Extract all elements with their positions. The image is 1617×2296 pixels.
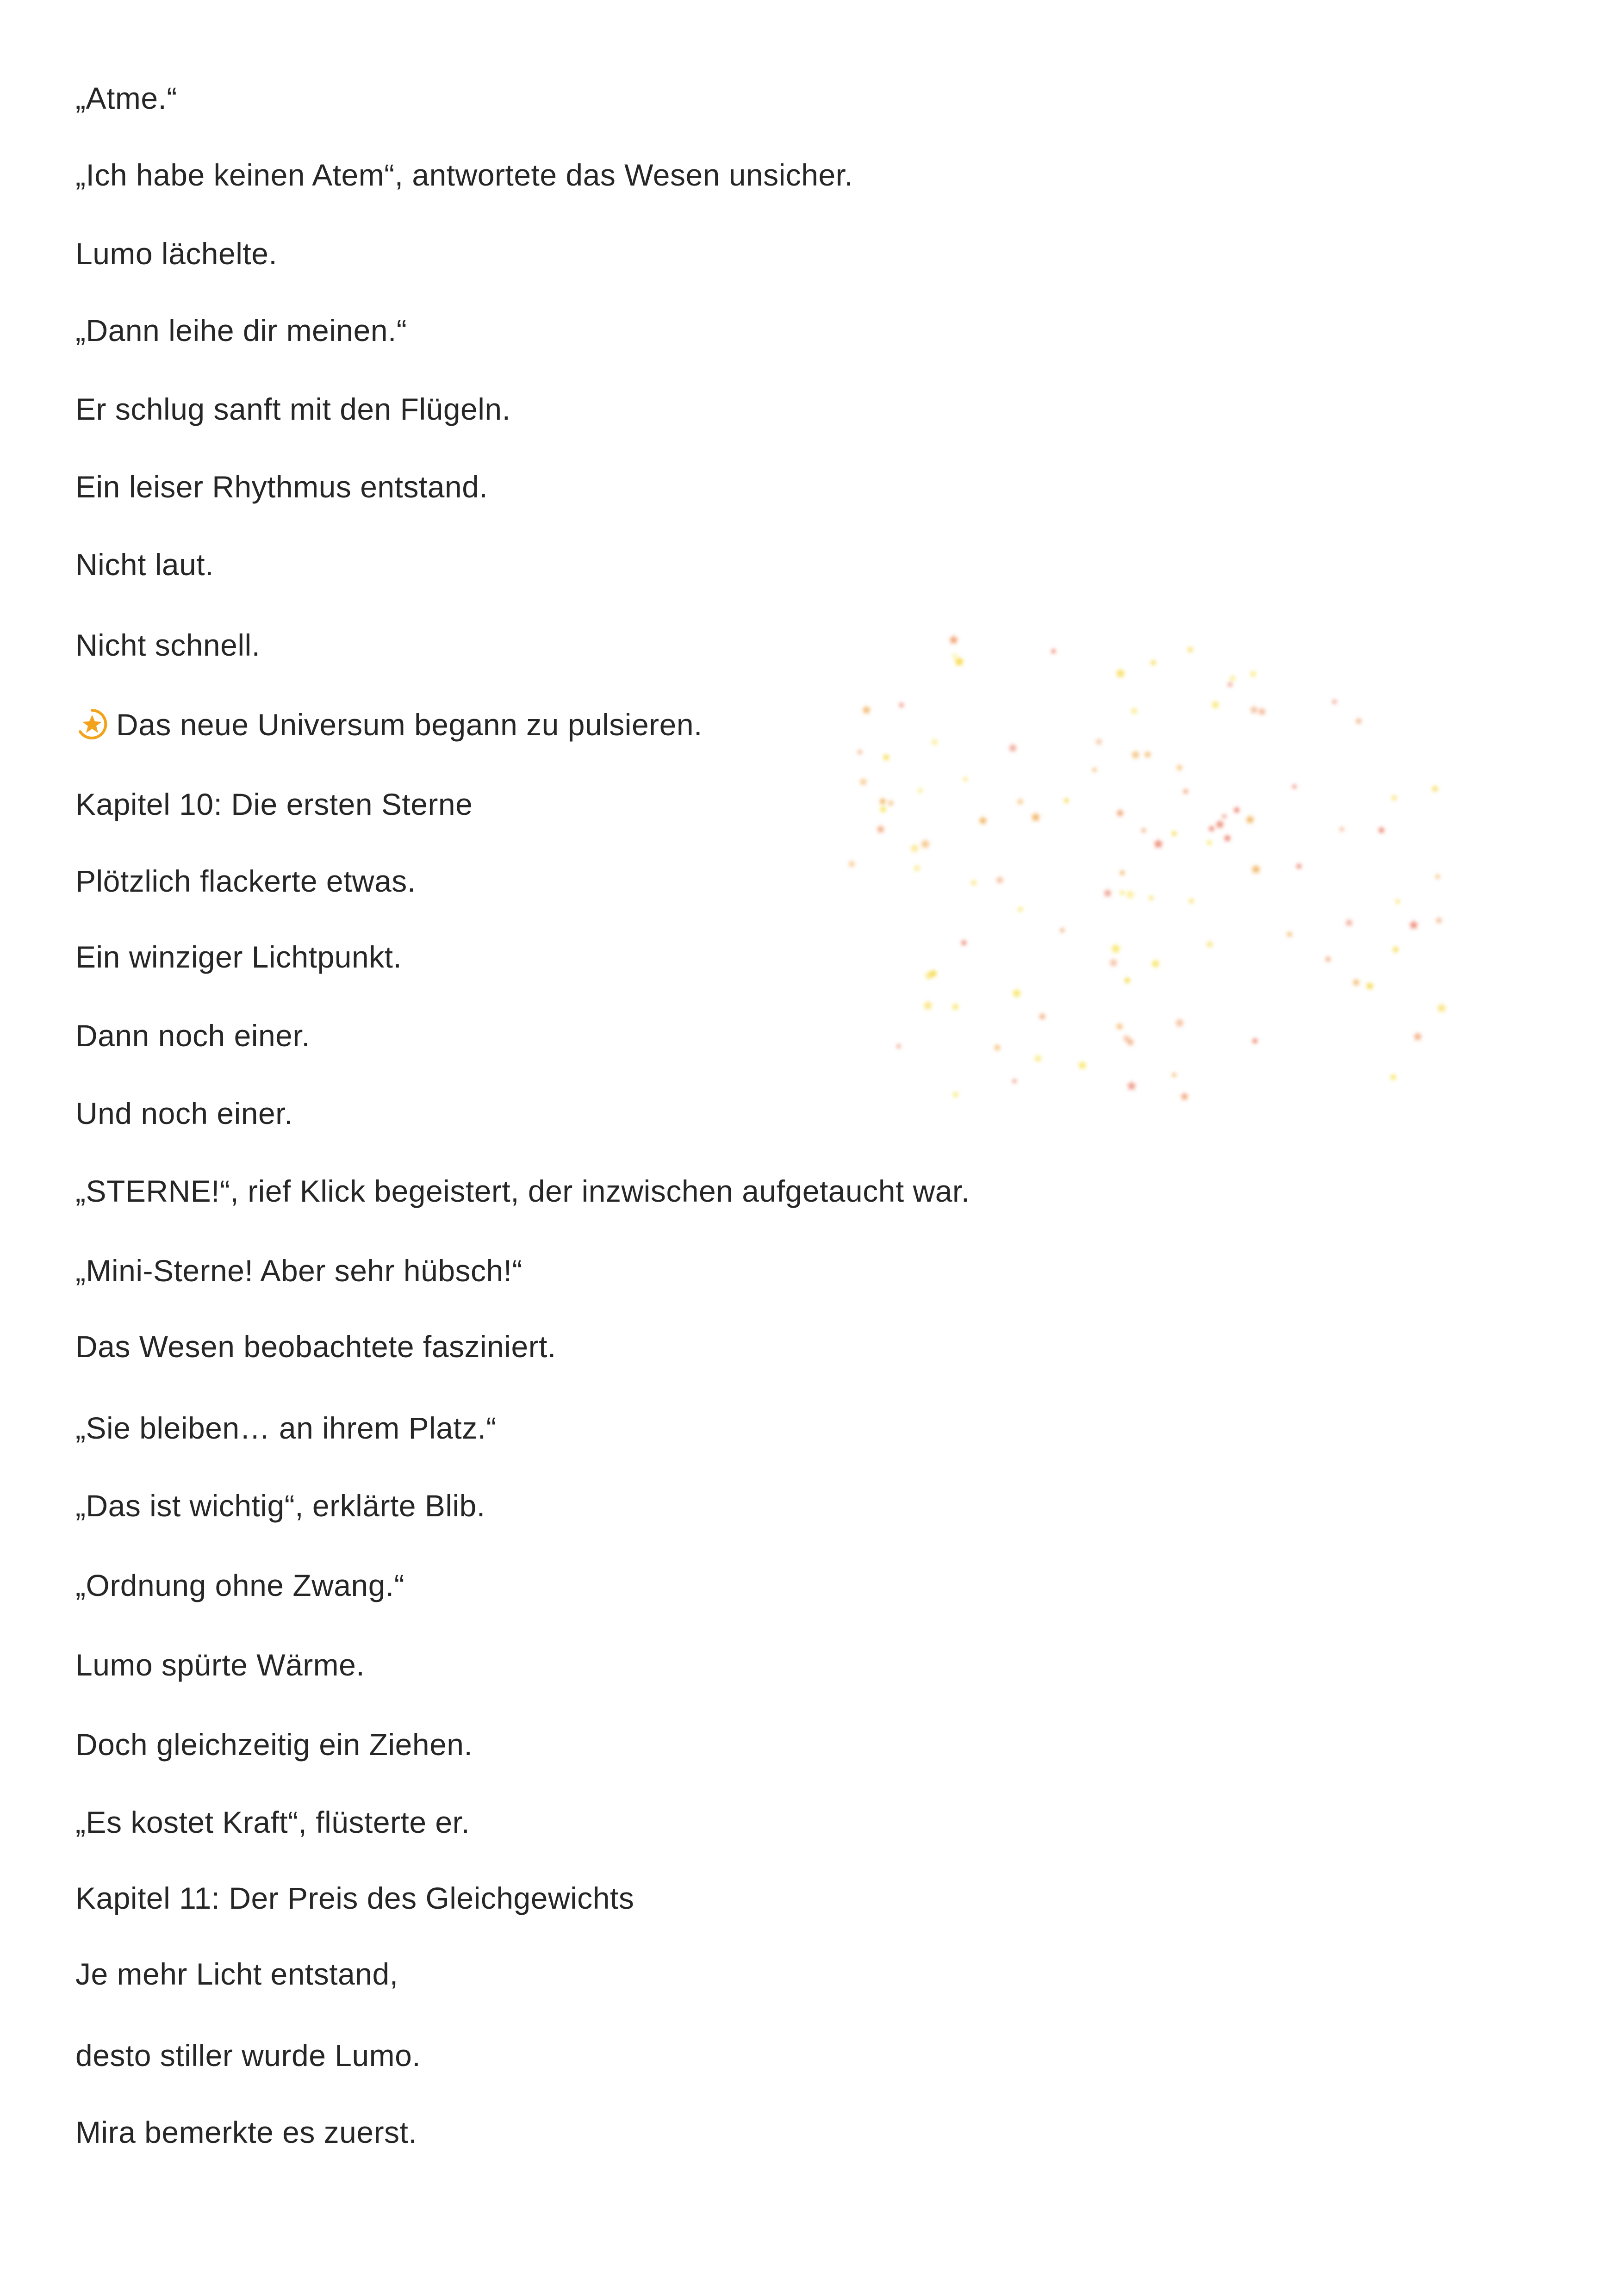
star-dot [952,652,958,659]
star-dot [1063,797,1070,804]
star-dot [995,875,1005,884]
star-dot [1291,783,1298,789]
star-dot [1251,1037,1259,1044]
star-dot [879,805,888,813]
star-dot [1436,1002,1447,1013]
star-dot [1206,839,1213,846]
star-dot [978,815,988,825]
star-dot [1116,808,1125,817]
star-dot [909,843,920,853]
star-dot [1435,873,1441,879]
star-dot [1131,750,1141,759]
star-dot [1059,927,1065,933]
star-dot [952,1090,960,1098]
star-dot [1119,869,1126,876]
paragraph: „Sie bleiben… an ihrem Platz.“ [75,1411,497,1445]
star-dot [1016,798,1024,805]
star-dot [1125,889,1136,900]
star-dot [1188,897,1195,904]
star-dot [1250,863,1262,874]
star-dot [913,864,921,872]
star-dot [1150,658,1157,666]
paragraph: Plötzlich flackerte etwas. [75,864,416,898]
star-dot [948,634,959,645]
star-dot [1038,1012,1047,1020]
paragraph-text: Das neue Universum begann zu pulsieren. [116,707,703,742]
star-field-illustration [842,629,1472,1111]
paragraph: „Ich habe keinen Atem“, antwortete das Wesen unsicher. [75,158,853,192]
paragraph: desto stiller wurde Lumo. [75,2038,421,2073]
paragraph: Ein leiser Rhythmus entstand. [75,470,488,504]
paragraph: „Atme.“ [75,81,177,115]
star-dot [930,738,939,746]
paragraph: Mira bemerkte es zuerst. [75,2115,417,2149]
star-dot [1257,707,1267,716]
star-dot [1413,1031,1423,1041]
star-dot [1123,976,1131,984]
star-dot [1249,705,1259,714]
star-dot [1091,767,1097,773]
star-dot [1233,806,1241,813]
paragraph-with-emoji [75,706,703,743]
star-dot [1352,978,1361,986]
paragraph: „STERNE!“, rief Klick begeistert, der inzwischen aufgetaucht war. [75,1174,970,1208]
star-dot [1077,1060,1088,1070]
paragraph: Das Wesen beobachtete fasziniert. [75,1329,556,1364]
star-dot [1344,918,1353,927]
star-dot [920,838,931,849]
star-dot [1182,788,1189,794]
star-dot [1227,681,1233,688]
paragraph: „Es kostet Kraft“, flüsterte er. [75,1805,470,1839]
star-dot [1103,888,1113,897]
star-dot [1126,1080,1137,1091]
star-dot [856,749,863,755]
star-dot [1175,1018,1185,1028]
star-dot [1377,826,1386,834]
paragraph: „Dann leihe dir meinen.“ [75,313,407,348]
star-dot [1153,838,1163,849]
star-dot [1017,906,1024,912]
star-dot [1389,1073,1398,1081]
star-dot [1211,700,1220,709]
star-dot [960,939,968,946]
paragraph: Und noch einer. [75,1096,293,1130]
star-dot [1171,830,1178,837]
star-dot [1394,898,1401,905]
star-dot [1110,943,1121,954]
star-dot [1151,958,1161,968]
paragraph: „Das ist wichtig“, erklärte Blib. [75,1489,485,1523]
star-dot [1171,1072,1177,1078]
star-dot [1187,645,1194,653]
star-dot [1391,794,1398,801]
paragraph: Ein winziger Lichtpunkt. [75,940,402,974]
star-dot [1229,674,1237,682]
paragraph: „Ordnung ohne Zwang.“ [75,1568,405,1602]
paragraph: Nicht laut. [75,547,214,582]
star-dot [1208,825,1216,832]
star-dot [917,787,924,794]
star-dot [1095,738,1103,745]
star-dot [1286,931,1293,938]
star-dot [847,859,856,868]
paragraph: Lumo lächelte. [75,236,278,271]
star-dot [1206,940,1214,948]
star-dot [1130,707,1138,715]
star-dot [1221,813,1227,819]
chapter-heading: Kapitel 10: Die ersten Sterne [75,787,473,821]
paragraph: Lumo spürte Wärme. [75,1648,365,1682]
star-dot [1355,717,1362,724]
star-dot [1249,670,1257,678]
paragraph: Nicht schnell. [75,628,261,662]
star-dot [882,753,890,761]
star-dot [1245,814,1255,824]
star-dot [1115,1022,1124,1030]
star-dot [1011,1078,1017,1084]
star-dot [951,1002,960,1011]
star-dot [1030,812,1041,822]
star-dot [1392,945,1399,953]
paragraph: Je mehr Licht entstand, [75,1957,398,1991]
star-dot [1119,889,1126,895]
star-dot [1365,981,1374,990]
dizzy-star-icon [75,707,109,741]
star-dot [1008,743,1018,752]
star-dot [1108,957,1119,967]
star-dot [1011,988,1022,998]
star-dot [1435,916,1443,924]
paragraph: „Mini-Sterne! Aber sehr hübsch!“ [75,1253,523,1288]
star-dot [1325,956,1332,962]
star-dot [1215,819,1225,829]
star-dot [970,879,978,886]
star-dot [896,1043,902,1049]
star-dot [1409,920,1419,930]
star-dot [1180,1092,1189,1101]
star-dot [1295,863,1303,869]
star-dot [887,799,895,806]
star-dot [1144,750,1152,758]
star-dot [876,824,885,833]
star-dot [1431,784,1439,792]
star-dot [922,1000,933,1010]
star-dot [858,777,868,786]
star-dot [1223,834,1232,842]
chapter-heading: Kapitel 11: Der Preis des Gleichgewichts [75,1881,634,1915]
star-dot [1050,648,1057,654]
star-dot [1175,763,1183,771]
star-dot [1033,1054,1043,1062]
star-dot [1148,894,1155,901]
paragraph: Dann noch einer. [75,1018,311,1053]
star-dot [862,705,871,714]
star-dot [1331,698,1338,705]
paragraph: Doch gleichzeitig ein Ziehen. [75,1727,473,1762]
star-dot [962,776,969,782]
star-dot [1338,826,1345,832]
star-dot [1140,827,1146,833]
paragraph: Er schlug sanft mit den Flügeln. [75,392,511,426]
star-dot [879,797,887,805]
star-dot [993,1043,1002,1051]
star-dot [1115,668,1126,678]
star-dot [898,701,905,708]
